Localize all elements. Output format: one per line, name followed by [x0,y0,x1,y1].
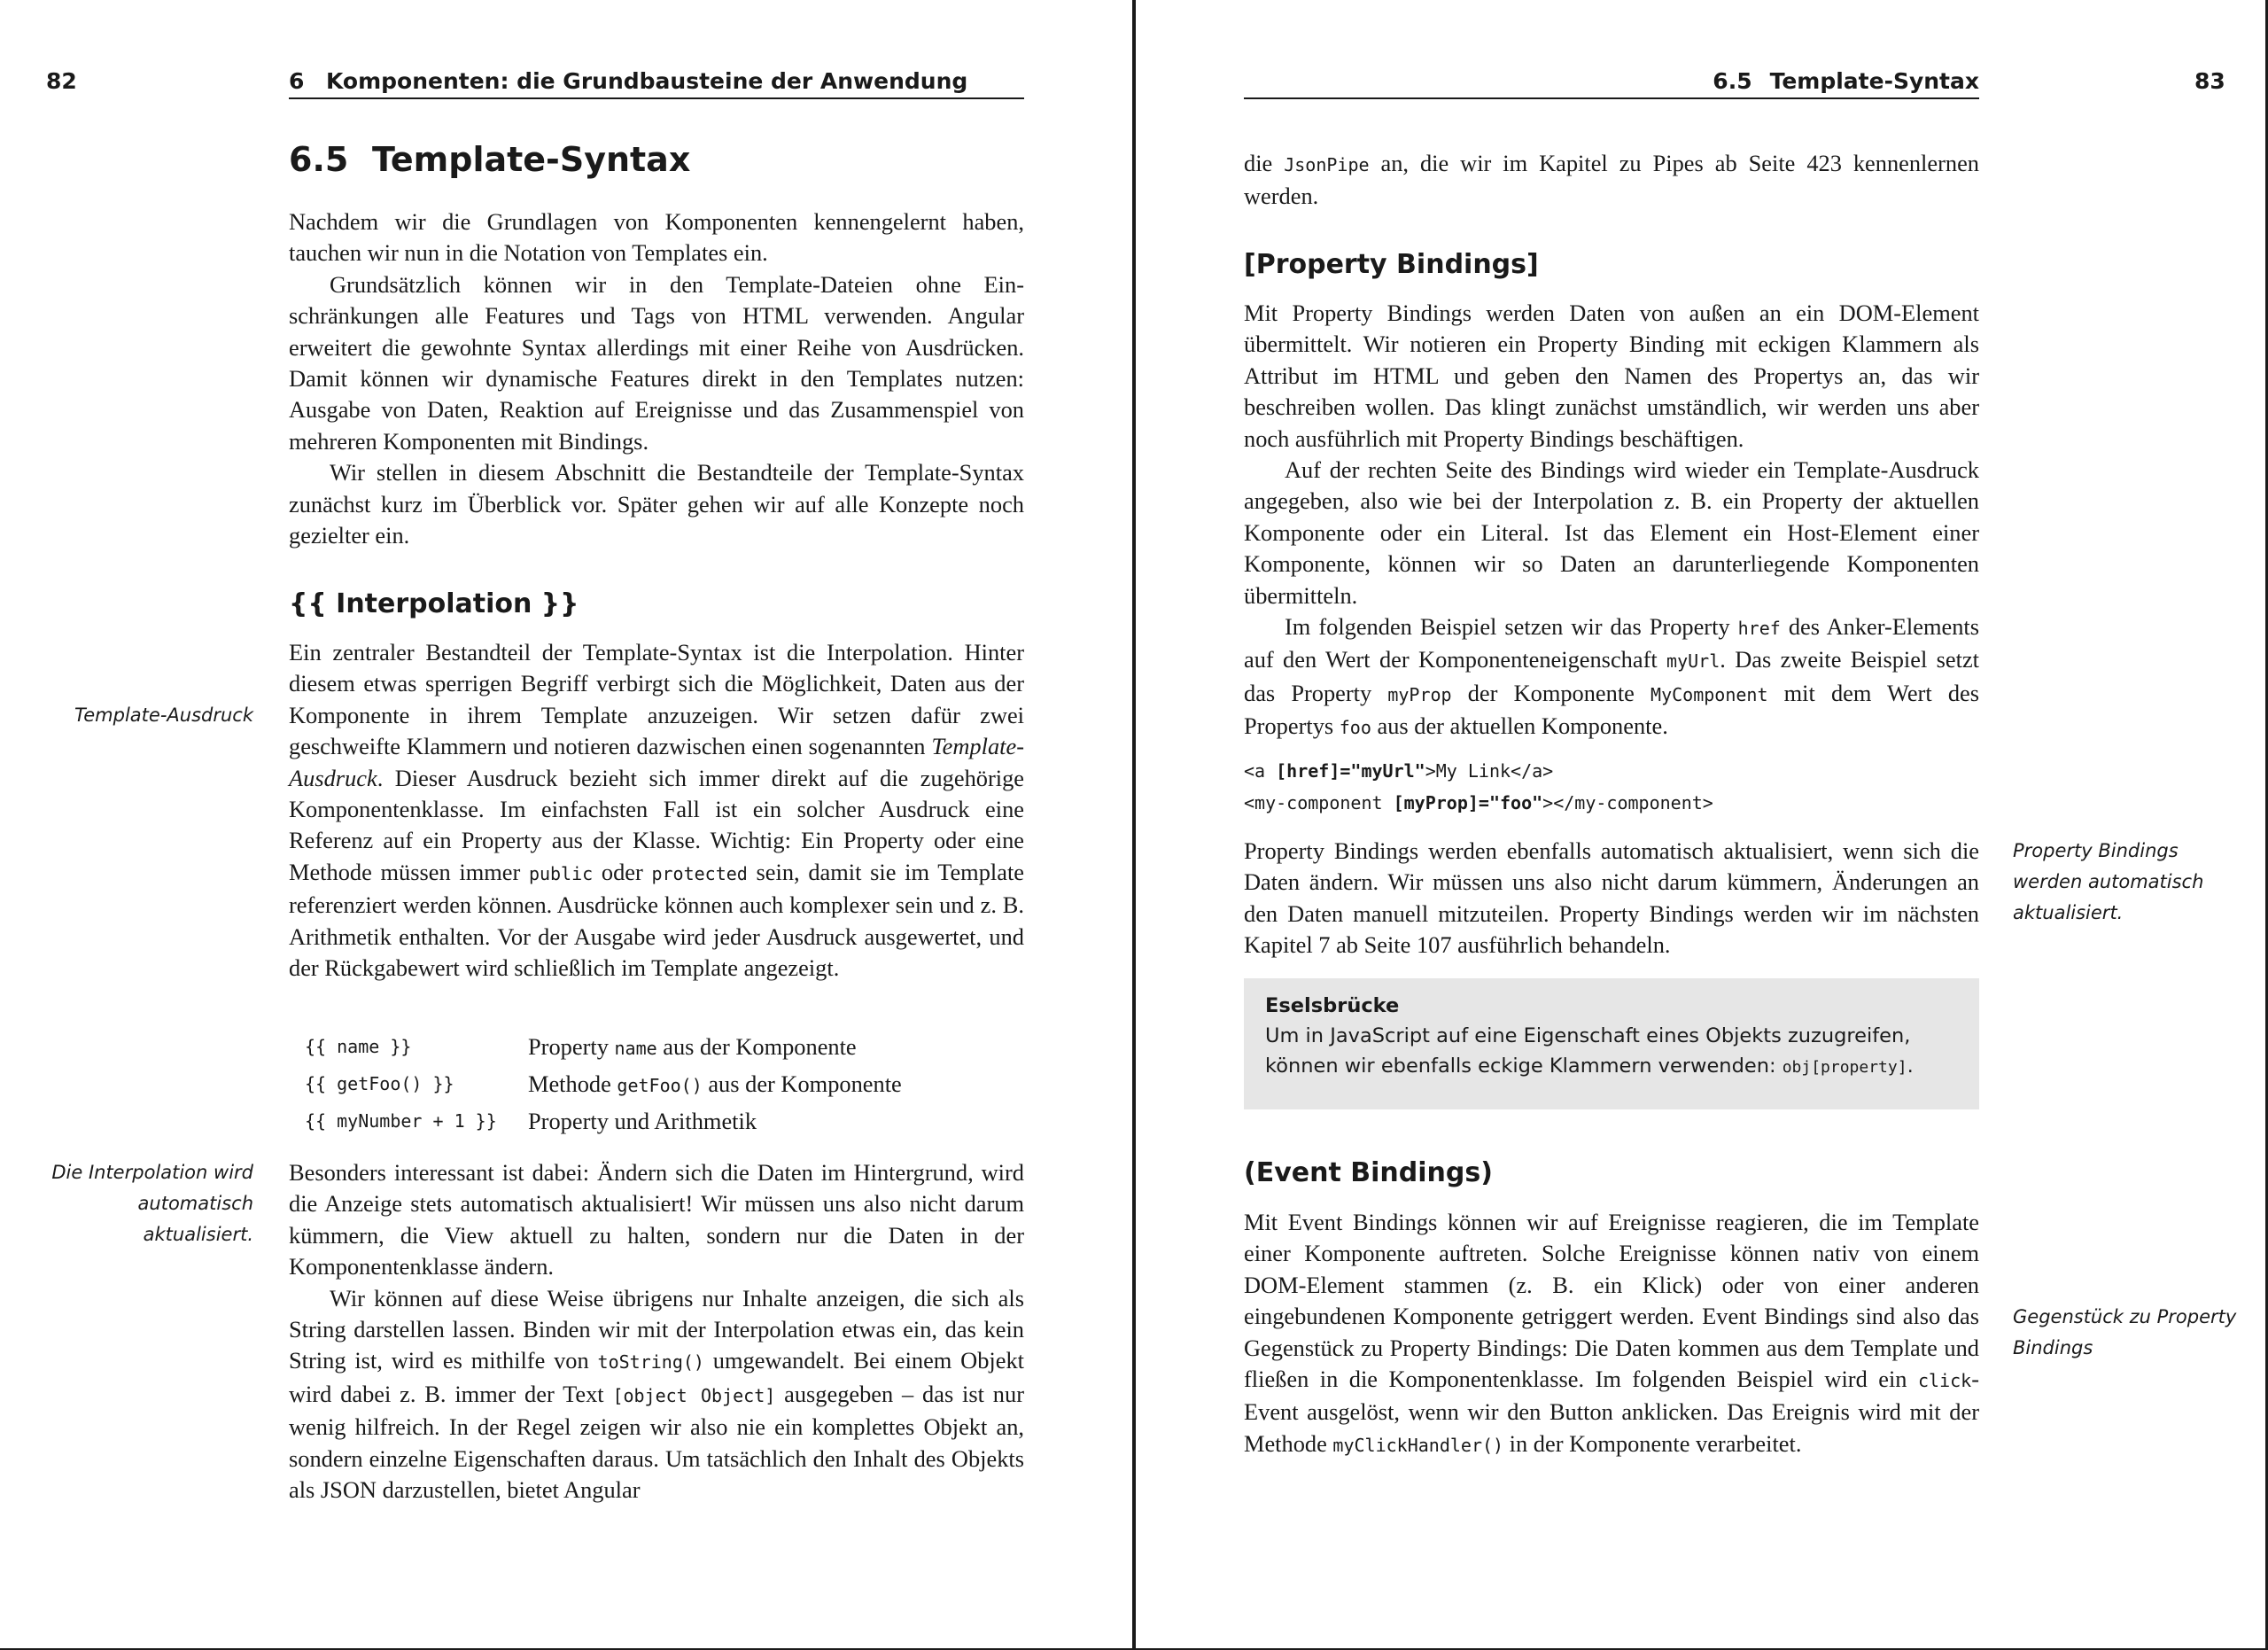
intro-paragraph-1: Nachdem wir die Grundlagen von Komponenten kennengelernt haben, tauchen wir nun in die Notation von Templates ein. [289,208,1024,267]
text-run: Wir können auf diese Weise übrigens nur Inhalte anzeigen, die sich als String darstellen lassen. Binden wir mit der Interpolation etwas ein, das kein String ist, wird es mithilfe von [289,1284,1024,1374]
header-section-title: Template-Syntax [1769,68,1979,94]
continuation-paragraph [1244,148,1979,213]
property-paragraph-3 [1244,611,1979,744]
text-run: Im folgenden Beispiel setzen wir das Property [1285,613,1738,641]
running-header [289,67,1024,99]
event-bindings-heading-block [1244,1156,1979,1191]
interpolation-text-2 [289,1157,1024,1506]
inline-code: JsonPipe [1284,154,1370,175]
inline-code: protected [651,862,748,884]
emphasis-term: Template-Ausdruck [289,733,1024,791]
margin-note-property-auto: Property Bindings werden automatisch aktualisiert. [2013,840,2204,923]
text-run: Property und Arithmetik [528,1107,757,1134]
inline-code: obj[property] [1782,1058,1907,1077]
text-run: Methode [528,1070,617,1097]
text-run: Um in JavaScript auf eine Eigenschaft eines Objekts zuzugreifen, können wir ebenfalls eckige Klammern verwenden: [1265,1024,1911,1078]
property-bindings-text [1244,298,1979,744]
page-number: 83 [2194,68,2225,94]
property-paragraph-2: Auf der rechten Seite des Bindings wird wieder ein Template-Ausdruck angegeben, also wie bei der Interpolation z. B. ein Property der aktuellen Komponente oder ein Literal. Ist das Element ein Host-Element einer Komponente, können wir so Daten an darunterliegende Komponenten übermitteln. [1244,456,1979,609]
expression-description [528,1102,902,1140]
expression-description [528,1065,902,1102]
section-heading-block [289,138,1024,181]
text-run: aus der Komponente [656,1032,857,1060]
property-paragraph-4: Property Bindings werden ebenfalls automatisch aktualisiert, wenn sich die Daten ändern. Wir müssen uns also nicht darum kümmern, Änderungen an den Daten manuell mitzuteilen. Property Bindings werden wir im nächsten Kapitel 7 ab Seite 107 ausführlich behandeln. [1244,837,1979,959]
event-bindings-heading: (Event Bindings) [1244,1157,1493,1188]
text-run: der Komponente [1451,679,1651,706]
margin-note-gegenstueck: Gegenstück zu Property Bindings [2013,1306,2237,1358]
section-number: 6.5 [289,140,349,179]
text-run: Mit Event Bindings können wir auf Ereignisse reagieren, die im Template einer Komponente auftreten. Solche Ereignisse können nativ von einem DOM-Element stammen (z. B. ein Klick) oder von einer anderen eingebundenen Komponente getriggert werden. Event Bindings sind also das Gegenstück zu Property Bindings: Die Daten kommen aus dem Template und fließen in die Komponentenklasse. Im folgenden Beispiel wird ein [1244,1209,1979,1393]
text-run: mit dem Wert des Propertys [1244,679,1979,740]
code-binding: [href]="myUrl" [1276,760,1425,782]
code-text: >My Link</a> [1425,760,1554,782]
intro-paragraph-2: Grundsätzlich können wir in den Template-Dateien ohne Einschränkungen alle Features und Tags von HTML verwenden. Angular erweitert die gewohnte Syntax allerdings mit einer Reihe von Ausdrücken. Damit können wir dynamische Features direkt in den Templates nutzen: Ausgabe von Daten, Reaktion auf Ereignisse und das Zusammenspiel von mehreren Komponenten mit Bindings. [289,270,1024,455]
text-run: ausgegeben – das ist nur wenig hilfreich. In der Regel zeigen wir also nie ein komplettes Objekt an, sondern einzelne Eigenschaften daraus. Um tatsächlich den Inhalt des Objekts als JSON darzustellen, bietet Angular [289,1380,1024,1504]
text-run: sein, damit sie im Template referenziert werden können. Ausdrücke können auch komplexer sein und z. B. Arithmetik enthalten. Vor der Ausgabe wird jeder Ausdruck ausgewertet, und der Rückgabewert wird schließlich im Template angezeigt. [289,858,1024,982]
table-row [289,1028,902,1065]
text-run: -Event ausgelöst, wenn wir den Button anklicken. Das Ereignis wird mit der Methode [1244,1366,1979,1457]
code-text: ></my-component> [1542,792,1713,813]
code-binding: [myProp]="foo" [1393,792,1543,813]
table-row [289,1065,902,1102]
intro-text [289,206,1024,551]
text-run: aus der Komponente [702,1070,902,1097]
running-header [1244,67,1979,99]
section-title-text: Template-Syntax [372,140,691,179]
property-paragraph-1: Mit Property Bindings werden Daten von außen an ein DOM-Element übermittelt. Wir notieren ein Property Binding mit eckigen Klammern als Attribut im HTML und geben den Namen des Propertys an, das wir beschreiben wollen. Das klingt zunächst umständlich, wir werden uns aber noch ausführlich mit Property Bindings beschäftigen. [1244,300,1979,452]
page-number: 82 [46,68,77,94]
expression-description [528,1028,902,1065]
text-run: Ein zentraler Bestandteil der Template-Syntax ist die Interpolation. Hinter diesem etwas sperrigen Begriff verbirgt sich die Möglichkeit, Daten aus der Komponente in ihrem Template anzuzeigen. Wir setzen dafür zwei geschweifte Klammern und notieren dazwischen einen sogenannten [289,639,1024,760]
text-run: die [1244,150,1285,176]
continuation-text [1244,148,1979,213]
text-run: . [1907,1055,1914,1078]
event-paragraph-1 [1244,1207,1979,1461]
header-chapter-number: 6 [289,68,305,94]
inline-code: myClickHandler() [1332,1434,1504,1456]
text-run: . Dieser Ausdruck bezieht sich immer direkt auf die zugehörige Komponentenklasse. Im einfachsten Fall ist ein solcher Ausdruck eine Referenz auf ein Property aus der Klasse. Wichtig: Ein Property oder eine Methode müssen immer [289,764,1024,885]
inline-code: myProp [1387,683,1452,705]
text-run: Property [528,1032,615,1060]
interpolation-text [289,637,1024,984]
inline-code: [object Object] [612,1384,776,1406]
header-section-number: 6.5 [1713,68,1752,94]
event-bindings-text [1244,1207,1979,1461]
interpolation-heading: {{ Interpolation }} [289,588,579,619]
section-title [289,138,1024,181]
text-run: in der Komponente verarbeitet. [1503,1429,1802,1457]
text-run: umgewandelt. Bei einem Objekt wird dabei z. B. immer der Text [289,1347,1024,1407]
inline-code: href [1737,618,1781,640]
code-text: <a [1244,760,1277,782]
inline-code: name [614,1037,657,1059]
inline-code: click [1917,1370,1972,1392]
code-line [1244,792,1713,813]
inline-code: myUrl [1666,650,1720,673]
inline-code: foo [1339,717,1371,739]
property-bindings-heading: [Property Bindings] [1244,249,1539,280]
expression-code: {{ getFoo() }} [305,1073,454,1094]
left-page [0,0,1132,1650]
code-line [1244,760,1553,782]
interpolation-paragraph-2: Besonders interessant ist dabei: Ändern sich die Daten im Hintergrund, wird die Anzeige stets automatisch aktualisiert! Wir müssen uns also nicht darum kümmern, die View aktuell zu halten, sondern nur die Daten in der Komponentenklasse ändern. [289,1159,1024,1280]
interpolation-paragraph-3 [289,1283,1024,1506]
intro-paragraph-3: Wir stellen in diesem Abschnitt die Bestandteile der Template-Syntax zunächst kurz im Überblick vor. Später gehen wir auf alle Konzepte noch gezielter ein. [289,459,1024,549]
code-block [1244,755,1979,819]
property-bindings-text-2 [1244,836,1979,961]
info-box [1244,978,1979,1109]
expression-code: {{ name }} [305,1036,412,1057]
text-run: aus der aktuellen Komponente. [1371,712,1668,740]
interpolation-heading-block [289,587,1024,622]
header-chapter-title: Komponenten: die Grundbausteine der Anwendung [326,68,968,94]
code-example [1244,755,1979,819]
margin-note-interpolation-auto: Die Interpolation wird automatisch aktualisiert. [51,1162,253,1245]
text-run: oder [593,858,652,885]
inline-code: public [528,862,594,884]
info-box-title: Eselsbrücke [1265,994,1400,1017]
text-run: . Das zweite Beispiel setzt das Property [1244,646,1979,706]
property-bindings-heading-block [1244,247,1979,283]
interpolation-paragraph-1 [289,637,1024,984]
header-section [1713,67,1979,96]
table-row [289,1102,902,1140]
margin-note-template-ausdruck: Template-Ausdruck [74,704,253,726]
expression-code: {{ myNumber + 1 }} [305,1110,497,1132]
inline-code: getFoo() [617,1074,703,1096]
code-text: <my-component [1244,792,1394,813]
text-run: des Anker-Elements auf den Wert der Komponenteneigenschaft [1244,613,1979,673]
expression-table-block [289,1028,1024,1140]
inline-code: toString() [597,1351,704,1374]
text-run: an, die wir im Kapitel zu Pipes ab Seite 423 kennenlernen werden. [1244,150,1979,210]
inline-code: MyComponent [1651,683,1768,705]
info-box-body [1265,1021,1956,1083]
right-page [1136,0,2268,1650]
expression-table [289,1028,902,1140]
